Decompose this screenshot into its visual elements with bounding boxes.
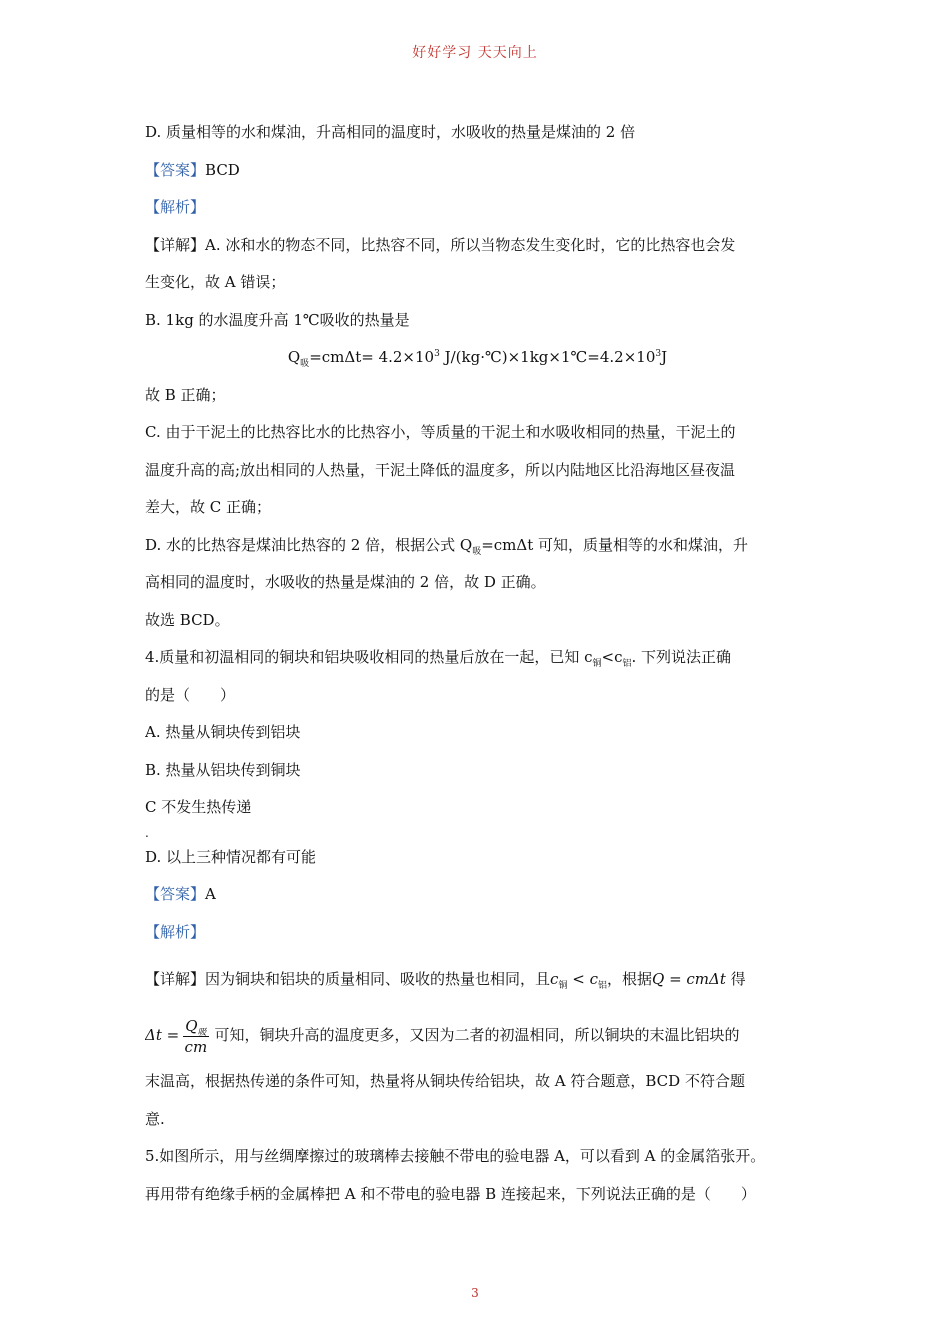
detail-text: =cmΔt 可知，质量相等的水和煤油，升 xyxy=(481,535,749,554)
analysis-tag: 【解析】 xyxy=(145,922,206,941)
q3-option-d: D. 质量相等的水和煤油，升高相同的温度时，水吸收的热量是煤油的 2 倍 xyxy=(145,123,636,141)
q4-stem-line1 xyxy=(145,639,810,677)
q3-analysis-tag xyxy=(145,189,810,227)
q4-option-c-dot: . xyxy=(145,825,149,840)
math-lt: < xyxy=(567,970,590,988)
formula-subscript: 吸 xyxy=(300,359,310,369)
formula-unit: J/(kg·℃)×1kg×1℃=4.2×10 xyxy=(439,348,656,366)
formula-exponent: 3 xyxy=(655,349,662,359)
q4-option-b: B. 热量从铝块传到铜块 xyxy=(145,760,301,779)
page-number: 3 xyxy=(471,1286,479,1300)
q5-stem-line2: 再用带有绝缘手柄的金属棒把 A 和不带电的验电器 B 连接起来，下列说法正确的是（ ） xyxy=(145,1184,756,1203)
q3-detail-d-line2: 高相同的温度时，水吸收的热量是煤油的 2 倍，故 D 正确。 xyxy=(145,573,546,591)
document-body xyxy=(145,114,810,1213)
fraction-denominator: cm xyxy=(184,1037,208,1056)
q4-option-a: A. 热量从铜块传到铝块 xyxy=(145,723,301,741)
stem-text: <c xyxy=(601,648,623,666)
math-c: c xyxy=(589,970,598,988)
q4-analysis-tag xyxy=(145,914,810,952)
q3-detail-a-line1 xyxy=(145,227,810,265)
fraction-numerator-text: Q xyxy=(185,1016,198,1035)
answer-value: BCD xyxy=(205,160,240,179)
answer-tag: 【答案】 xyxy=(145,885,206,903)
q4-detail-line3: 末温高，根据热传递的条件可知，热量将从铜块传给铝块，故 A 符合题意，BCD 不符合题 xyxy=(145,1072,745,1090)
q3-detail-c-line1: C. 由于干泥土的比热容比水的比热容小，等质量的干泥土和水吸收相同的热量，干泥土的 xyxy=(145,423,736,441)
answer-value: A xyxy=(205,885,216,903)
q5-stem-line1: 5.如图所示，用与丝绸摩擦过的玻璃棒去接触不带电的验电器 A，可以看到 A 的金属箔张开。 xyxy=(145,1147,766,1165)
subscript: 吸 xyxy=(197,1027,207,1038)
q4-answer xyxy=(145,876,810,914)
formula-exponent: 3 xyxy=(434,349,440,359)
q3-detail-d-line1 xyxy=(145,527,810,565)
formula-mid: =cmΔt= 4.2×10 xyxy=(309,348,435,366)
q4-option-c: C 不发生热传递 xyxy=(145,798,252,816)
math-c: c xyxy=(550,970,559,988)
subscript: 铝 xyxy=(597,981,607,991)
q4-detail-line2 xyxy=(145,1007,810,1063)
formula-end: J xyxy=(661,348,668,366)
subscript: 吸 xyxy=(472,546,482,557)
q4-detail-line4: 意. xyxy=(145,1109,165,1128)
stem-text: . 下列说法正确 xyxy=(631,648,732,666)
q3-detail-a-line2: 生变化，故 A 错误； xyxy=(145,273,286,291)
fraction-lhs: Δt = xyxy=(145,1026,180,1044)
q3-conclusion: 故选 BCD。 xyxy=(145,610,230,629)
analysis-tag: 【解析】 xyxy=(145,198,206,216)
q4-detail-line1 xyxy=(145,951,810,1007)
detail-text: 得 xyxy=(725,970,746,988)
detail-tag: 【详解】 xyxy=(145,235,206,254)
q3-detail-b-line2: 故 B 正确； xyxy=(145,385,226,404)
detail-text: 可知，铜块升高的温度更多，又因为二者的初温相同，所以铜块的末温比铝块的 xyxy=(214,1026,740,1044)
subscript: 铜 xyxy=(592,659,602,669)
q3-detail-b-line1: B. 1kg 的水温度升高 1℃吸收的热量是 xyxy=(145,310,410,329)
q4-stem-line2: 的是（ ） xyxy=(145,685,236,704)
formula-q: Q xyxy=(287,348,301,366)
fraction-numerator xyxy=(183,1016,208,1037)
detail-text: A. 冰和水的物态不同，比热容不同，所以当物态发生变化时，它的比热容也会发 xyxy=(205,235,736,254)
page-header: 好好学习 天天向上 xyxy=(412,45,538,61)
q4-option-d: D. 以上三种情况都有可能 xyxy=(145,847,317,866)
subscript: 铝 xyxy=(622,659,632,669)
q3-detail-c-line2: 温度升高的高;放出相同的人热量，干泥土降低的温度多，所以内陆地区比沿海地区昼夜温 xyxy=(145,460,736,479)
detail-text: D. 水的比热容是煤油比热容的 2 倍，根据公式 Q xyxy=(145,535,473,554)
subscript: 铜 xyxy=(558,981,568,991)
q3-answer xyxy=(145,152,810,190)
fraction xyxy=(183,1016,208,1057)
stem-text: 4.质量和初温相同的铜块和铝块吸收相同的热量后放在一起，已知 c xyxy=(145,648,593,666)
detail-tag: 【详解】 xyxy=(145,970,206,988)
detail-text: 因为铜块和铝块的质量相同、吸收的热量也相同，且 xyxy=(205,970,551,988)
q3-detail-c-line3: 差大，故 C 正确； xyxy=(145,498,272,516)
math-formula: Q = cmΔt xyxy=(652,970,726,988)
q3-formula xyxy=(145,339,810,377)
answer-tag: 【答案】 xyxy=(145,160,206,179)
detail-text: ，根据 xyxy=(606,970,652,988)
